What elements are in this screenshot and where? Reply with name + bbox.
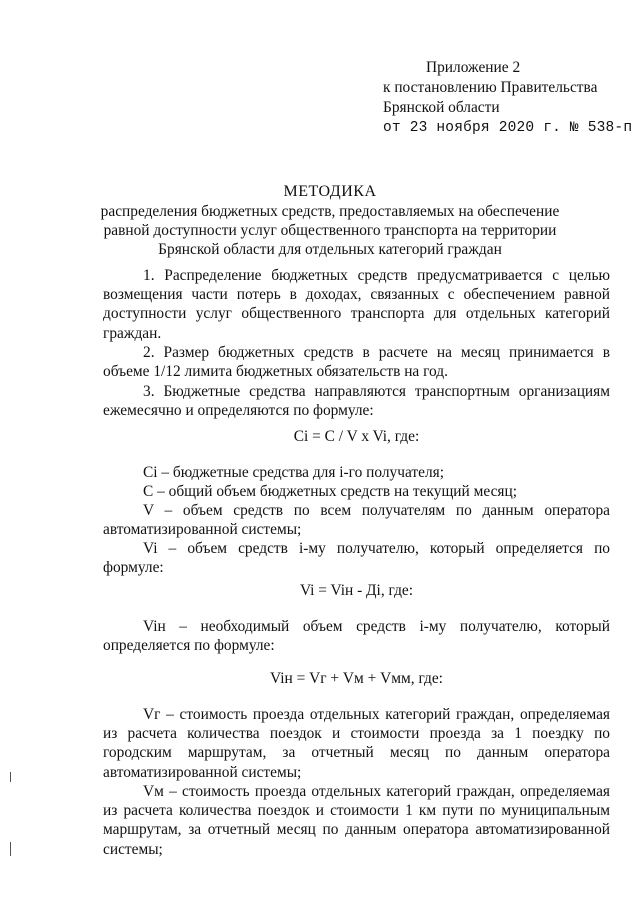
appendix-region: Брянской области [383,99,500,116]
definition-vi: Vi – объем средств i-му получателю, который определяется по формуле: [103,540,610,577]
definition-c: C – общий объем бюджетных средств на текущий месяц; [143,483,517,500]
title-subtitle: распределения бюджетных средств, предоставляемых на обеспечение равной доступности услуг общественного транспорта на территории Брянской области для отдельных категорий граждан [100,203,560,258]
title-heading: МЕТОДИКА [283,183,377,200]
appendix-number: Приложение 2 [426,59,521,76]
paragraph-1: 1. Распределение бюджетных средств предусматривается с целью возмещения части потерь в доходах, связанных с обеспечением равной доступности услуг общественного транспорта для отдельных категорий граждан. [103,267,610,342]
definition-vm: Vм – стоимость проезда отдельных категорий граждан, определяемая из расчета количества поездок и стоимости 1 км пути по муниципальным маршрутам, за отчетный месяц по данным оператора автоматизированной системы; [103,783,610,858]
appendix-resolution: к постановлению Правительства [383,79,598,96]
formula-vin: Viн = Vг + Vм + Vмм, где: [270,670,443,687]
definition-ci: Ci – бюджетные средства для i-го получателя; [143,464,445,481]
definition-vin: Viн – необходимый объем средств i-му получателю, который определяется по формуле: [103,618,610,655]
definition-vg: Vг – стоимость проезда отдельных категорий граждан, определяемая из расчета количества поездок и стоимости проезда за 1 поездку по городским маршрутам, за отчетный месяц по данным оператора автоматизированной системы; [103,706,610,781]
appendix-header [383,58,632,138]
definition-v: V – объем средств по всем получателям по данным оператора автоматизированной системы; [103,502,610,539]
paragraph-2: 2. Размер бюджетных средств в расчете на месяц принимается в объеме 1/12 лимита бюджетных обязательств на год. [103,344,610,381]
paragraph-3: 3. Бюджетные средства направляются транспортным организациям ежемесячно и определяются по формуле: [103,383,610,420]
document-title [80,182,580,259]
scan-mark [10,772,11,782]
scan-mark [10,842,11,856]
appendix-date-stamp: от 23 ноября 2020 г. № 538-п [383,120,633,136]
formula-vi: Vi = Viн - Дi, где: [299,582,414,599]
formula-ci: Ci = C / V x Vi, где: [293,428,420,445]
